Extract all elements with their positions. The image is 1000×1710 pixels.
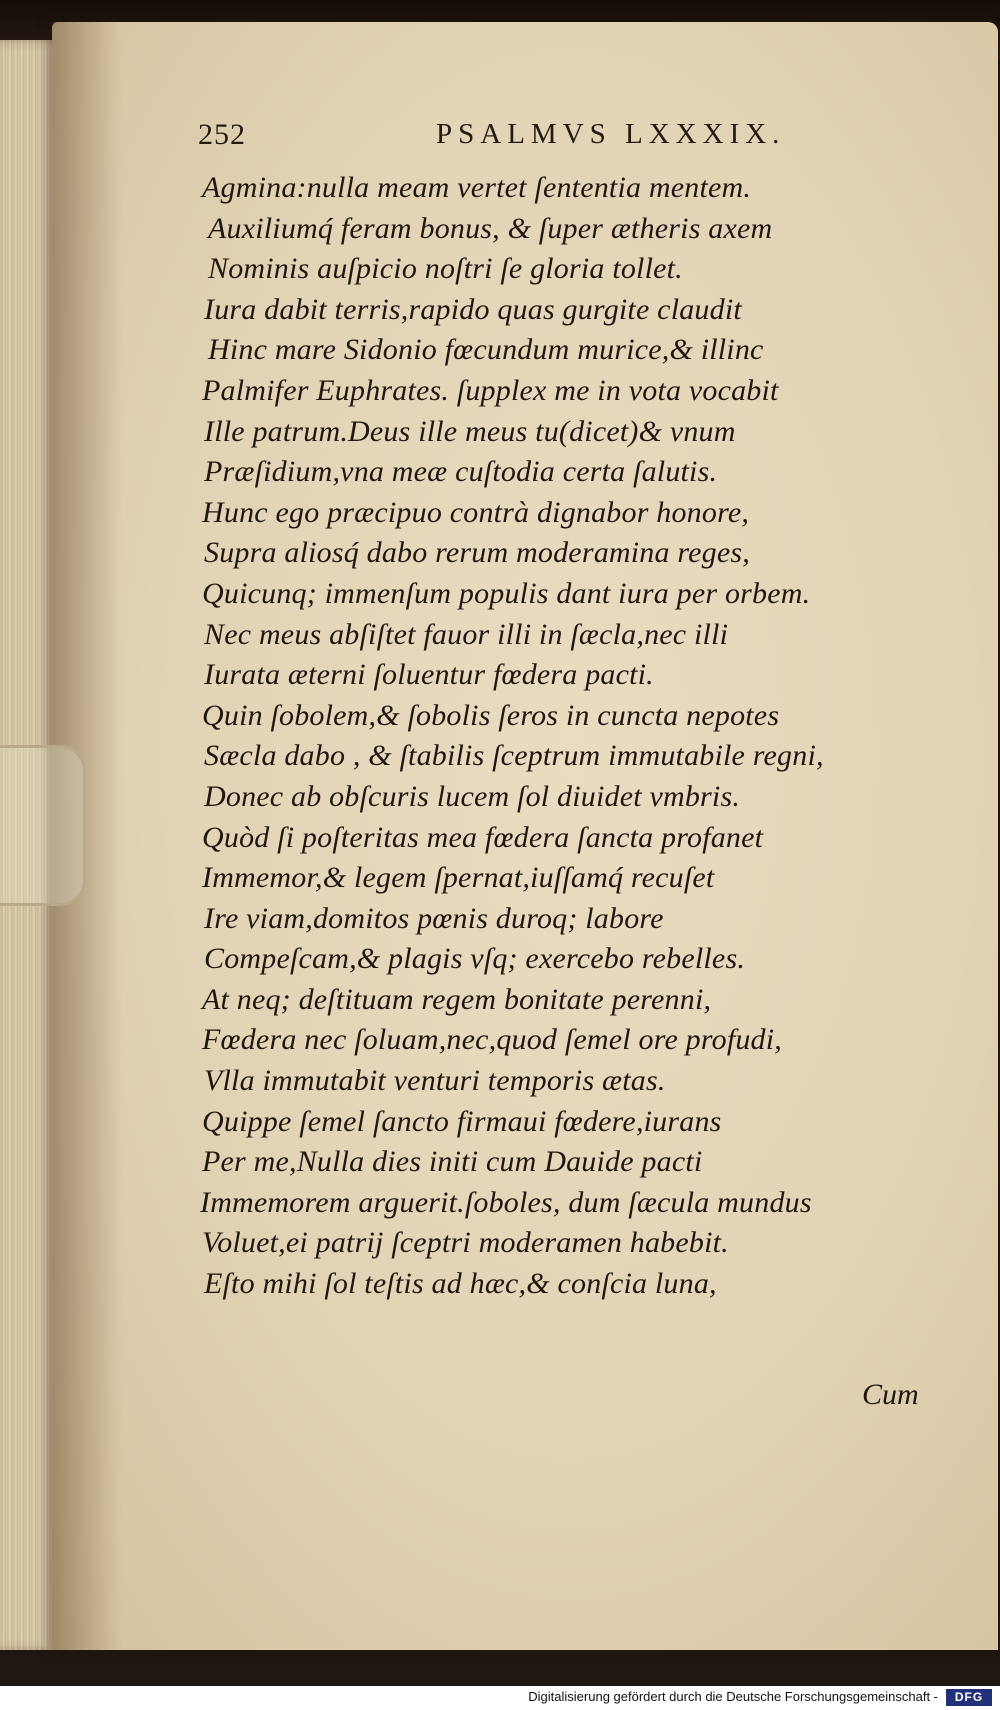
page-number: 252 (198, 118, 246, 151)
verse-line: Vlla immutabit venturi temporis ætas. (204, 1064, 666, 1098)
verse-text-block (200, 168, 928, 1305)
funding-credit: Digitalisierung gefördert durch die Deutsche Forschungsgemeinschaft - (528, 1689, 938, 1704)
verse-line: At neq; deſtituam regem bonitate perenni, (202, 982, 712, 1016)
dfg-logo (946, 1689, 992, 1706)
verse-line: Immemor,& legem ſpernat,iuſſamq́ recuſet (202, 861, 715, 895)
verse-line: Quicunq; immenſum populis dant iura per orbem. (202, 576, 811, 610)
verse-line: Iura dabit terris,rapido quas gurgite claudit (204, 292, 742, 326)
verse-line: Donec ab obſcuris lucem ſol diuidet vmbris. (204, 779, 741, 813)
page-clip-tab (0, 745, 86, 906)
verse-line: Fœdera nec ſoluam,nec,quod ſemel ore profudi, (202, 1023, 782, 1057)
verse-line: Auxiliumq́ feram bonus, & ſuper ætheris axem (208, 211, 773, 245)
verse-line: Nec meus abſiſtet fauor illi in ſæcla,nec illi (204, 617, 729, 651)
verse-line: Per me,Nulla dies initi cum Dauide pacti (202, 1145, 703, 1179)
digitization-footer (0, 1686, 1000, 1710)
verse-line: Præſidium,vna meæ cuſtodia certa ſalutis. (204, 455, 718, 489)
verse-line: Hinc mare Sidonio fœcundum murice,& illinc (208, 333, 764, 367)
verse-line: Voluet,ei patrij ſceptri moderamen habebit. (202, 1226, 729, 1260)
verse-line: Quòd ſi poſteritas mea fœdera ſancta profanet (202, 820, 764, 854)
verse-line: Compeſcam,& plagis vſq; exercebo rebelles. (204, 942, 746, 976)
verse-line: Sæcla dabo , & ſtabilis ſceptrum immutabile regni, (204, 739, 824, 773)
verse-line: Palmifer Euphrates. ſupplex me in vota vocabit (202, 373, 779, 407)
verse-line: Eſto mihi ſol teſtis ad hæc,& conſcia luna, (204, 1267, 717, 1301)
catchword: Cum (862, 1378, 919, 1411)
verse-line: Ire viam,domitos pœnis duroq; labore (204, 901, 664, 935)
page-header (198, 118, 818, 162)
verse-line: Hunc ego præcipuo contrà dignabor honore, (202, 495, 750, 529)
verse-line: Supra aliosq́ dabo rerum moderamina reges, (204, 536, 750, 570)
verse-line: Ille patrum.Deus ille meus tu(dicet)& vnum (204, 414, 736, 448)
running-title: PSALMVS LXXXIX. (436, 118, 786, 150)
verse-line: Quippe ſemel ſancto firmaui fœdere,iurans (202, 1104, 722, 1138)
verse-line: Immemorem arguerit.ſoboles, dum ſæcula mundus (200, 1185, 812, 1219)
verse-line: Agmina:nulla meam vertet ſententia mentem. (202, 171, 752, 204)
dfg-logo-text: DFG (954, 1690, 984, 1704)
verse-line: Iurata æterni ſoluentur fœdera pacti. (204, 658, 654, 692)
verse-line: Nominis auſpicio noſtri ſe gloria tollet. (208, 252, 683, 286)
verse-line: Quin ſobolem,& ſobolis ſeros in cuncta nepotes (202, 698, 780, 732)
